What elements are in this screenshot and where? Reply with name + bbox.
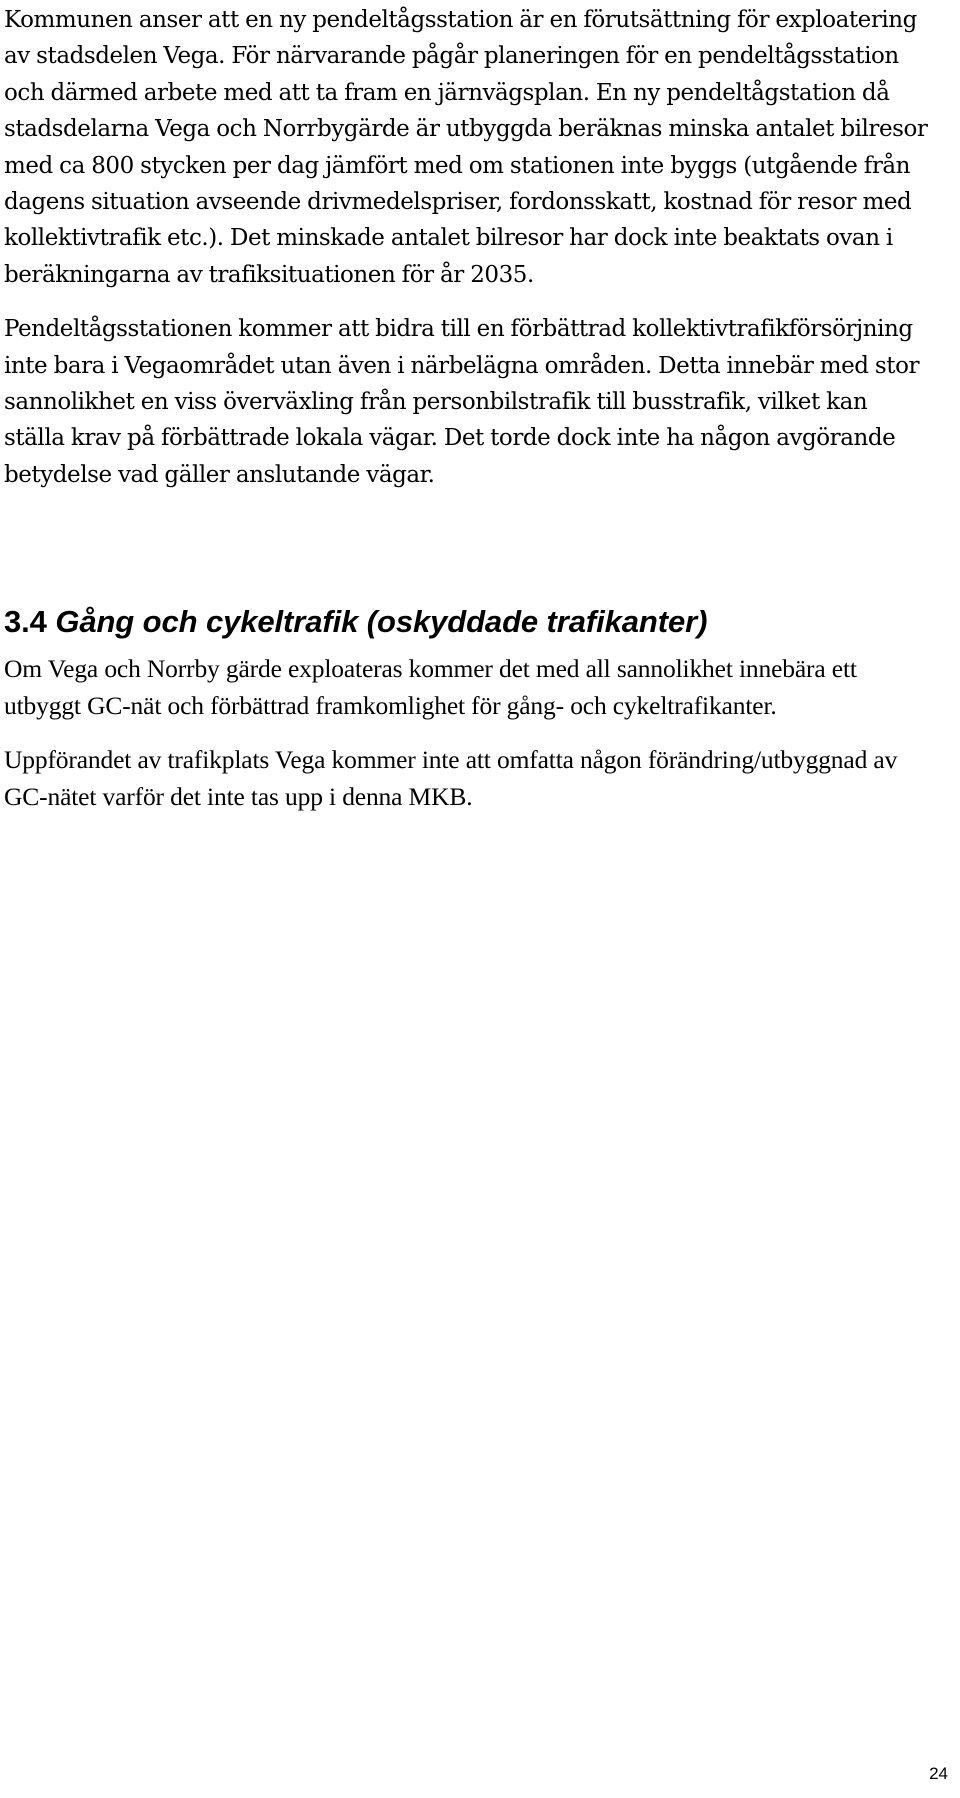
section-body-text xyxy=(4,2,932,493)
section-number: 3.4 xyxy=(4,604,47,639)
section-heading xyxy=(4,602,707,642)
paragraph-kollektivtrafik: Pendeltågsstationen kommer att bidra till en förbättrad kollektivtrafikförsörjning inte bara i Vegaområdet utan även i närbelägna områden. Detta innebär med stor sannolikhet en viss överväxling från personbilstrafik till busstrafik, vilket kan ställa krav på förbättrade lokala vägar. Det torde dock inte ha någon avgörande betydelse vad gäller anslutande vägar. xyxy=(4,316,920,488)
paragraph-trafikplats-vega: Uppförandet av trafikplats Vega kommer inte att omfatta någon förändring/utbyggnad av GC-nätet varför det inte tas upp i denna MKB. xyxy=(4,745,898,811)
paragraph-gc-nat: Om Vega och Norrby gärde exploateras kommer det med all sannolikhet innebära ett utbyggt GC-nät och förbättrad framkomlighet för gång- och cykeltrafikanter. xyxy=(4,654,857,720)
section-gc-body-text xyxy=(4,651,904,815)
page-number: 24 xyxy=(929,1764,948,1783)
paragraph-pendeltag-station: Kommunen anser att en ny pendeltågsstation är en förutsättning för exploatering av stadsdelen Vega. För närvarande pågår planeringen för en pendeltågsstation och därmed arbete med att ta fram en järnvägsplan. En ny pendeltågstation då stadsdelarna Vega och Norrbygärde är utbyggda beräknas minska antalet bilresor med ca 800 stycken per dag jämfört med om stationen inte byggs (utgående från dagens situation avseende drivmedelspriser, fordonsskatt, kostnad för resor med kollektivtrafik etc.). Det minskade antalet bilresor har dock inte beaktats ovan i beräkningarna av trafiksituationen för år 2035. xyxy=(4,7,928,288)
section-title: Gång och cykeltrafik (oskyddade trafikanter) xyxy=(55,604,708,639)
